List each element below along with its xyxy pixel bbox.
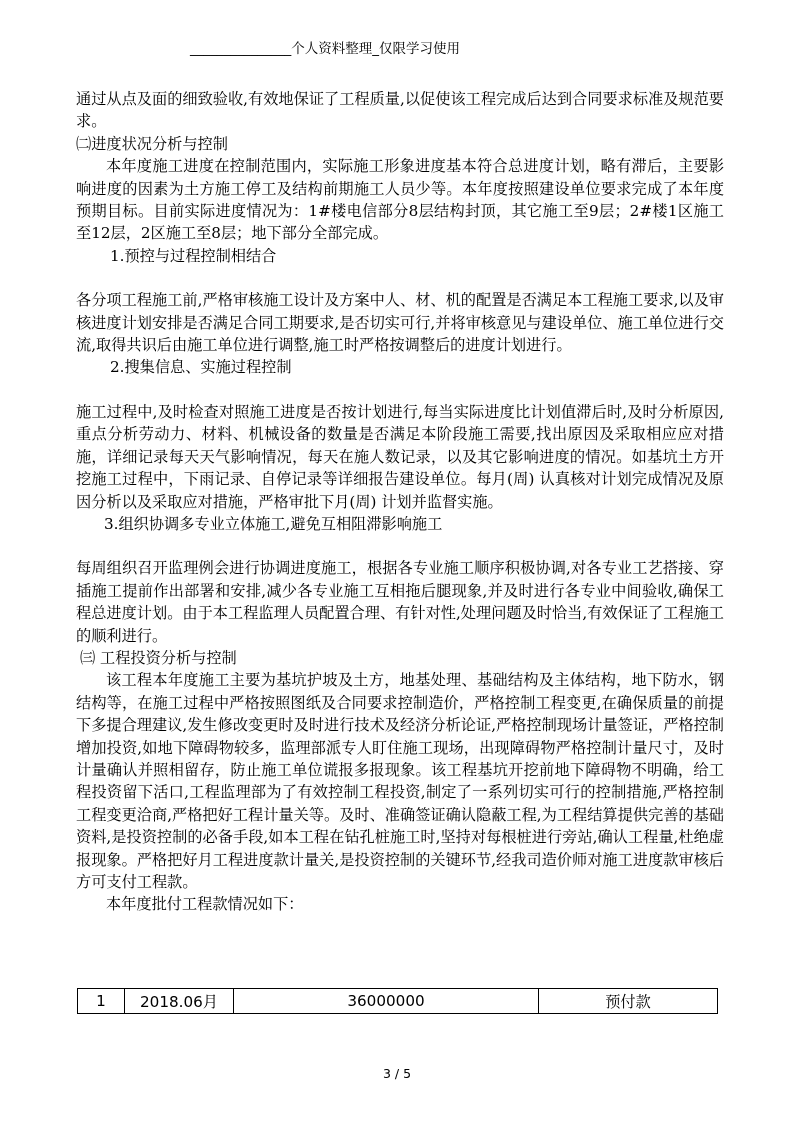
- section-heading-investment: ㈢ 工程投资分析与控制: [80, 648, 237, 667]
- table-cell-no: 1: [78, 989, 125, 1014]
- page-header: _______________个人资料整理_仅限学习使用: [190, 41, 460, 57]
- spacer: [76, 535, 724, 557]
- table-cell-amount: 36000000: [234, 989, 539, 1014]
- paragraph-progress-status: 本年度施工进度在控制范围内，实际施工形象进度基本符合总进度计划，略有滞后，主要影响进度的因素为土方施工停工及结构前期施工人员少等。本年度按照建设单位要求完成了本年度预期目标。目前实际进度情况为：1#楼电信部分8层结构封顶，其它施工至9层；2#楼1区施工至12层，2区施工至8层；地下部分全部完成。: [76, 157, 724, 243]
- table-row: [78, 989, 718, 1014]
- subheading-coordination: 3.组织协调多专业立体施工,避免互相阻滞影响施工: [104, 514, 443, 533]
- subheading-pre-control: 1.预控与过程控制相结合: [110, 246, 277, 265]
- spacer: [76, 267, 724, 289]
- subheading-info-collection: 2.搜集信息、实施过程控制: [110, 358, 292, 377]
- page-number: 3 / 5: [382, 1066, 412, 1081]
- paragraph-quality-conclusion: 通过从点及面的细致验收,有效地保证了工程质量,以促使该工程完成后达到合同要求标准及规范要求。: [76, 90, 724, 131]
- document-body: [76, 88, 724, 916]
- spacer: [76, 379, 724, 401]
- paragraph-investment-control: 该工程本年度施工主要为基坑护坡及土方，地基处理、基础结构及主体结构，地下防水，钢结构等，在施工过程中严格按照图纸及合同要求控制造价，严格控制工程变更,在确保质量的前提下多提合理建议,发生修改变更时及时进行技术及经济分析论证,严格控制现场计量签证，严格控制增加投资,如地下障碍物较多，监理部派专人盯住施工现场，出现障碍物严格控制计量尺寸，及时计量确认并照相留存，防止施工单位谎报多报现象。该工程基坑开挖前地下障碍物不明确，给工程投资留下活口,工程监理部为了有效控制工程投资,制定了一系列切实可行的控制措施,严格控制工程变更洽商,严格把好工程计量关等。及时、准确签证确认隐蔽工程,为工程结算提供完善的基础资料,是投资控制的必备手段,如本工程在钻孔桩施工时,坚持对每根桩进行旁站,确认工程量,杜绝虚报现象。严格把好月工程进度款计量关,是投资控制的关键环节,经我司造价师对施工进度款审核后方可支付工程款。: [76, 671, 724, 891]
- paragraph-coordination: 每周组织召开监理例会进行协调进度施工，根据各专业施工顺序积极协调,对各专业工艺搭接、穿插施工提前作出部署和安排,减少各专业施工互相拖后腿现象,并及时进行各专业中间验收,确保工程总进度计划。由于本工程监理人员配置合理、有针对性,处理问题及时恰当,有效保证了工程施工的顺利进行。: [76, 559, 724, 645]
- paragraph-process-control: 施工过程中,及时检查对照施工进度是否按计划进行,每当实际进度比计划值滞后时,及时分析原因,重点分析劳动力、材料、机械设备的数量是否满足本阶段施工需要,找出原因及采取相应应对措施，详细记录每天天气影响情况，每天在施人数记录，以及其它影响进度的情况。如基坑土方开挖施工过程中，下雨记录、自停记录等详细报告建设单位。每月(周) 认真核对计划完成情况及原因分析以及采取应对措施，严格审批下月(周) 计划并监督实施。: [76, 402, 724, 511]
- table-cell-date: 2018.06月: [125, 989, 234, 1014]
- payment-table: [77, 988, 718, 1014]
- paragraph-pre-control: 各分项工程施工前,严格审核施工设计及方案中人、材、机的配置是否满足本工程施工要求,以及审核进度计划安排是否满足合同工期要求,是否切实可行,并将审核意见与建设单位、施工单位进行交流,取得共识后由施工单位进行调整,施工时严格按调整后的进度计划进行。: [76, 291, 724, 355]
- paragraph-payment-intro: 本年度批付工程款情况如下：: [106, 895, 304, 914]
- table-cell-note: 预付款: [539, 989, 718, 1014]
- section-heading-progress: ㈡进度状况分析与控制: [76, 134, 228, 153]
